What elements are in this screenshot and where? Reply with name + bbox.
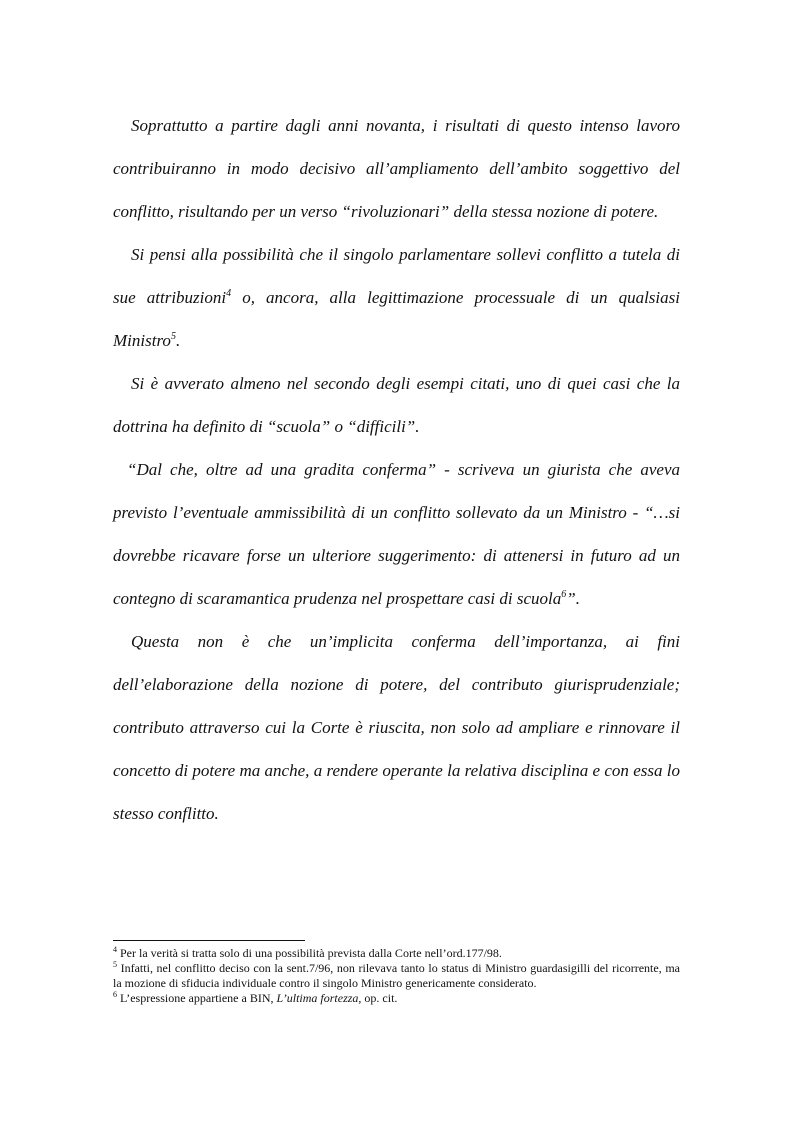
paragraph-4-text-b: ”. bbox=[566, 589, 580, 608]
paragraph-5-text: Questa non è che un’implicita conferma dell’importanza, ai fini dell’elaborazione della nozione di potere, del contributo giurisprudenziale; contributo attraverso cui la Corte è riuscita, non solo ad ampliare e rinnovare il concetto di potere ma anche, a rendere operante la relativa disciplina e con essa lo stesso conflitto. bbox=[113, 632, 680, 823]
footnote-4-number: 4 bbox=[113, 945, 117, 954]
paragraph-2-text-b: o, ancora, alla legittimazione processuale di un qualsiasi Ministro bbox=[113, 288, 680, 350]
footnote-6-title: L’ultima fortezza bbox=[276, 991, 359, 1005]
paragraph-3 bbox=[113, 362, 680, 448]
footnote-ref-4[interactable]: 4 bbox=[226, 288, 232, 299]
footnote-6 bbox=[113, 991, 680, 1006]
footnote-6-text-b: , op. cit. bbox=[358, 991, 398, 1005]
paragraph-2-text-c: . bbox=[175, 331, 181, 350]
footnote-4 bbox=[113, 946, 680, 961]
footnote-5 bbox=[113, 961, 680, 991]
paragraph-2 bbox=[113, 233, 680, 362]
paragraph-1-text: Soprattutto a partire dagli anni novanta, i risultati di questo intenso lavoro contribuiranno in modo decisivo all’ampliamento dell’ambito soggettivo del conflitto, risultando per un verso “rivoluzionari” della stessa nozione di potere. bbox=[113, 116, 680, 221]
paragraph-2-text-a: Si pensi alla possibilità che il singolo parlamentare sollevi conflitto a tutela di sue attribuzioni bbox=[113, 245, 680, 307]
paragraph-4 bbox=[113, 448, 680, 620]
footnote-6-number: 6 bbox=[113, 990, 117, 999]
footnote-4-text: Per la verità si tratta solo di una possibilità prevista dalla Corte nell’ord.177/98. bbox=[117, 946, 502, 960]
paragraph-1 bbox=[113, 104, 680, 233]
document-body bbox=[113, 104, 680, 835]
paragraph-5 bbox=[113, 620, 680, 835]
paragraph-3-text: Si è avverato almeno nel secondo degli esempi citati, uno di quei casi che la dottrina ha definito di “scuola” o “difficili”. bbox=[113, 374, 680, 436]
footnote-5-number: 5 bbox=[113, 960, 117, 969]
footnote-ref-5[interactable]: 5 bbox=[170, 331, 176, 342]
footnote-6-text-a: L’espressione appartiene a BIN, bbox=[117, 991, 277, 1005]
footnotes bbox=[113, 946, 680, 1006]
footnote-separator bbox=[113, 940, 305, 941]
footnote-ref-6[interactable]: 6 bbox=[561, 589, 567, 600]
paragraph-4-text-a: “Dal che, oltre ad una gradita conferma” - scriveva un giurista che aveva previsto l’eventuale ammissibilità di un conflitto sollevato da un Ministro - “…si dovrebbe ricavare forse un ulteriore suggerimento: di attenersi in futuro ad un contegno di scaramantica prudenza nel prospettare casi di scuola bbox=[113, 460, 680, 608]
footnote-5-text: Infatti, nel conflitto deciso con la sent.7/96, non rilevava tanto lo status di Ministro guardasigilli del ricorrente, ma la mozione di sfiducia individuale contro il singolo Ministro genericamente considerato. bbox=[113, 961, 680, 990]
